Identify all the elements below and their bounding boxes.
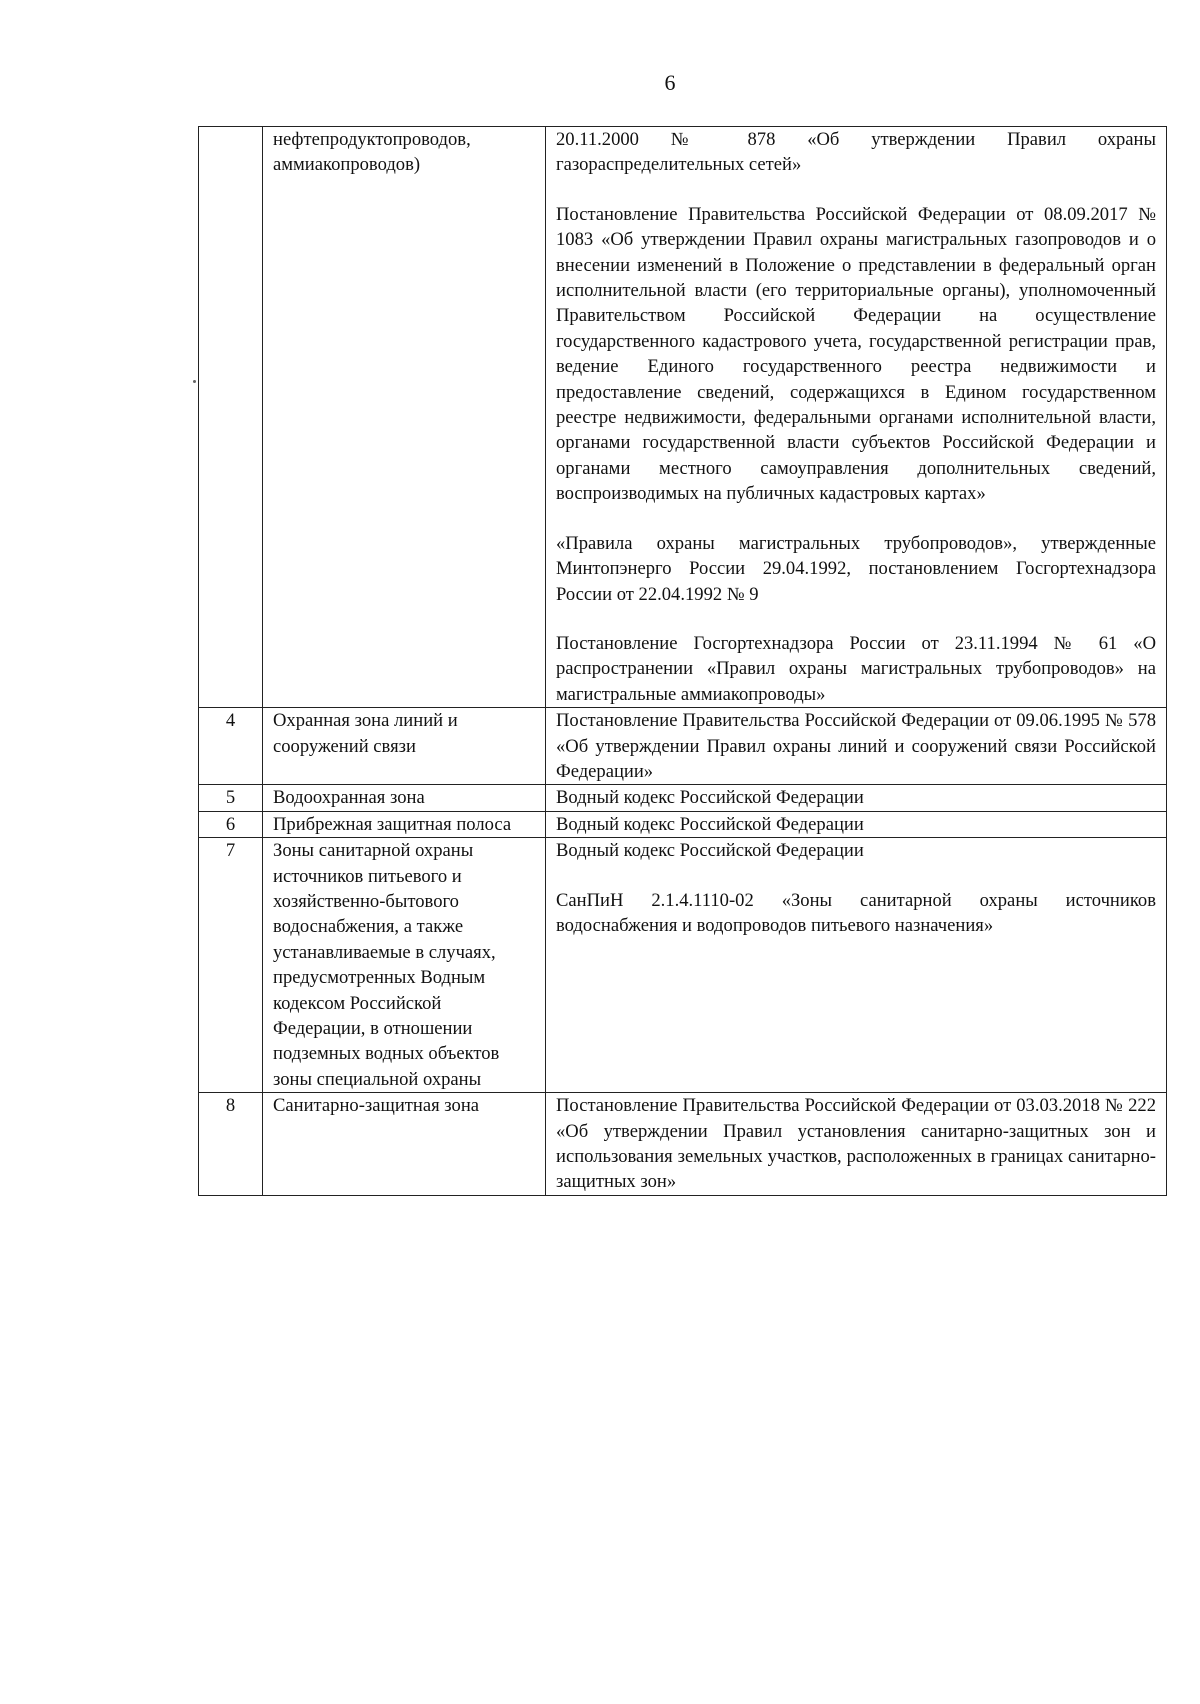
legal-document: «Правила охраны магистральных трубопроводов», утвержденные Минтопэнерго России 29.04.1992, постановлением Госгортехнадзора России от 22.04.1992 № 9 bbox=[556, 532, 1156, 605]
legal-document: СанПиН 2.1.4.1110-02 «Зоны санитарной охраны источников водоснабжения и водопроводов питьевого назначения» bbox=[556, 889, 1156, 936]
legal-document: Водный кодекс Российской Федерации bbox=[556, 787, 864, 809]
legal-document: Постановление Правительства Российской Федерации от 03.03.2018 № 222 «Об утверждении Правил установления санитарно-защитных зон и использования земельных участков, расположенных в границах санитарно-защитных зон» bbox=[556, 1095, 1156, 1193]
zone-name: Зоны санитарной охраны источников питьевого и хозяйственно-бытового водоснабжения, а также устанавливаемые в случаях, предусмотренных Водным кодексом Российской Федерации, в отношении подземных водных объектов зоны специальной охраны bbox=[263, 838, 546, 1093]
legal-document: Постановление Правительства Российской Федерации от 09.06.1995 № 578 «Об утверждении Правил охраны линий и сооружений связи Российской Федерации» bbox=[556, 710, 1156, 782]
legal-basis-cell bbox=[546, 708, 1167, 785]
legal-basis-cell bbox=[546, 785, 1167, 811]
zone-name: Прибрежная защитная полоса bbox=[263, 811, 546, 837]
legal-basis-cell bbox=[546, 127, 1167, 708]
legal-basis-cell bbox=[546, 811, 1167, 837]
legal-document: 20.11.2000 № 878 «Об утверждении Правил охраны газораспределительных сетей» bbox=[556, 129, 1156, 176]
row-number bbox=[199, 127, 263, 708]
legal-document: Постановление Госгортехнадзора России от 23.11.1994 № 61 «О распространении «Правил охраны магистральных трубопроводов» на магистральные аммиакопроводы» bbox=[556, 632, 1156, 705]
table-row bbox=[199, 127, 1167, 708]
legal-basis-cell bbox=[546, 1093, 1167, 1196]
page-number: 6 bbox=[664, 70, 676, 95]
table-row bbox=[199, 1093, 1167, 1196]
zone-name: Санитарно-защитная зона bbox=[263, 1093, 546, 1196]
zones-table bbox=[198, 126, 1167, 1196]
legal-basis-cell bbox=[546, 838, 1167, 1093]
table-row bbox=[199, 838, 1167, 1093]
zone-name: Водоохранная зона bbox=[263, 785, 546, 811]
legal-document: Постановление Правительства Российской Федерации от 08.09.2017 № 1083 «Об утверждении Правил охраны магистральных газопроводов и о внесении изменений в Положение о представлении в федеральный орган исполнительной власти (его территориальные органы), уполномоченный Правительством Российской Федерации на осуществление государственного кадастрового учета, государственной регистрации прав, ведение Единого государственного реестра недвижимости и предоставление сведений, содержащихся в Едином государственном реестре недвижимости, федеральными органами исполнительной власти, органами государственной власти субъектов Российской Федерации и органами местного самоуправления дополнительных сведений, воспроизводимых на публичных кадастровых картах» bbox=[556, 203, 1156, 505]
row-number: 7 bbox=[199, 838, 263, 1093]
legal-document: Водный кодекс Российской Федерации bbox=[556, 840, 864, 862]
scan-speck bbox=[193, 380, 196, 383]
legal-document: Водный кодекс Российской Федерации bbox=[556, 813, 864, 835]
table-row bbox=[199, 785, 1167, 811]
table-row bbox=[199, 708, 1167, 785]
row-number: 5 bbox=[199, 785, 263, 811]
row-number: 6 bbox=[199, 811, 263, 837]
row-number: 8 bbox=[199, 1093, 263, 1196]
zone-name: нефтепродуктопроводов, аммиакопроводов) bbox=[263, 127, 546, 708]
zone-name: Охранная зона линий и сооружений связи bbox=[263, 708, 546, 785]
row-number: 4 bbox=[199, 708, 263, 785]
table-row bbox=[199, 811, 1167, 837]
